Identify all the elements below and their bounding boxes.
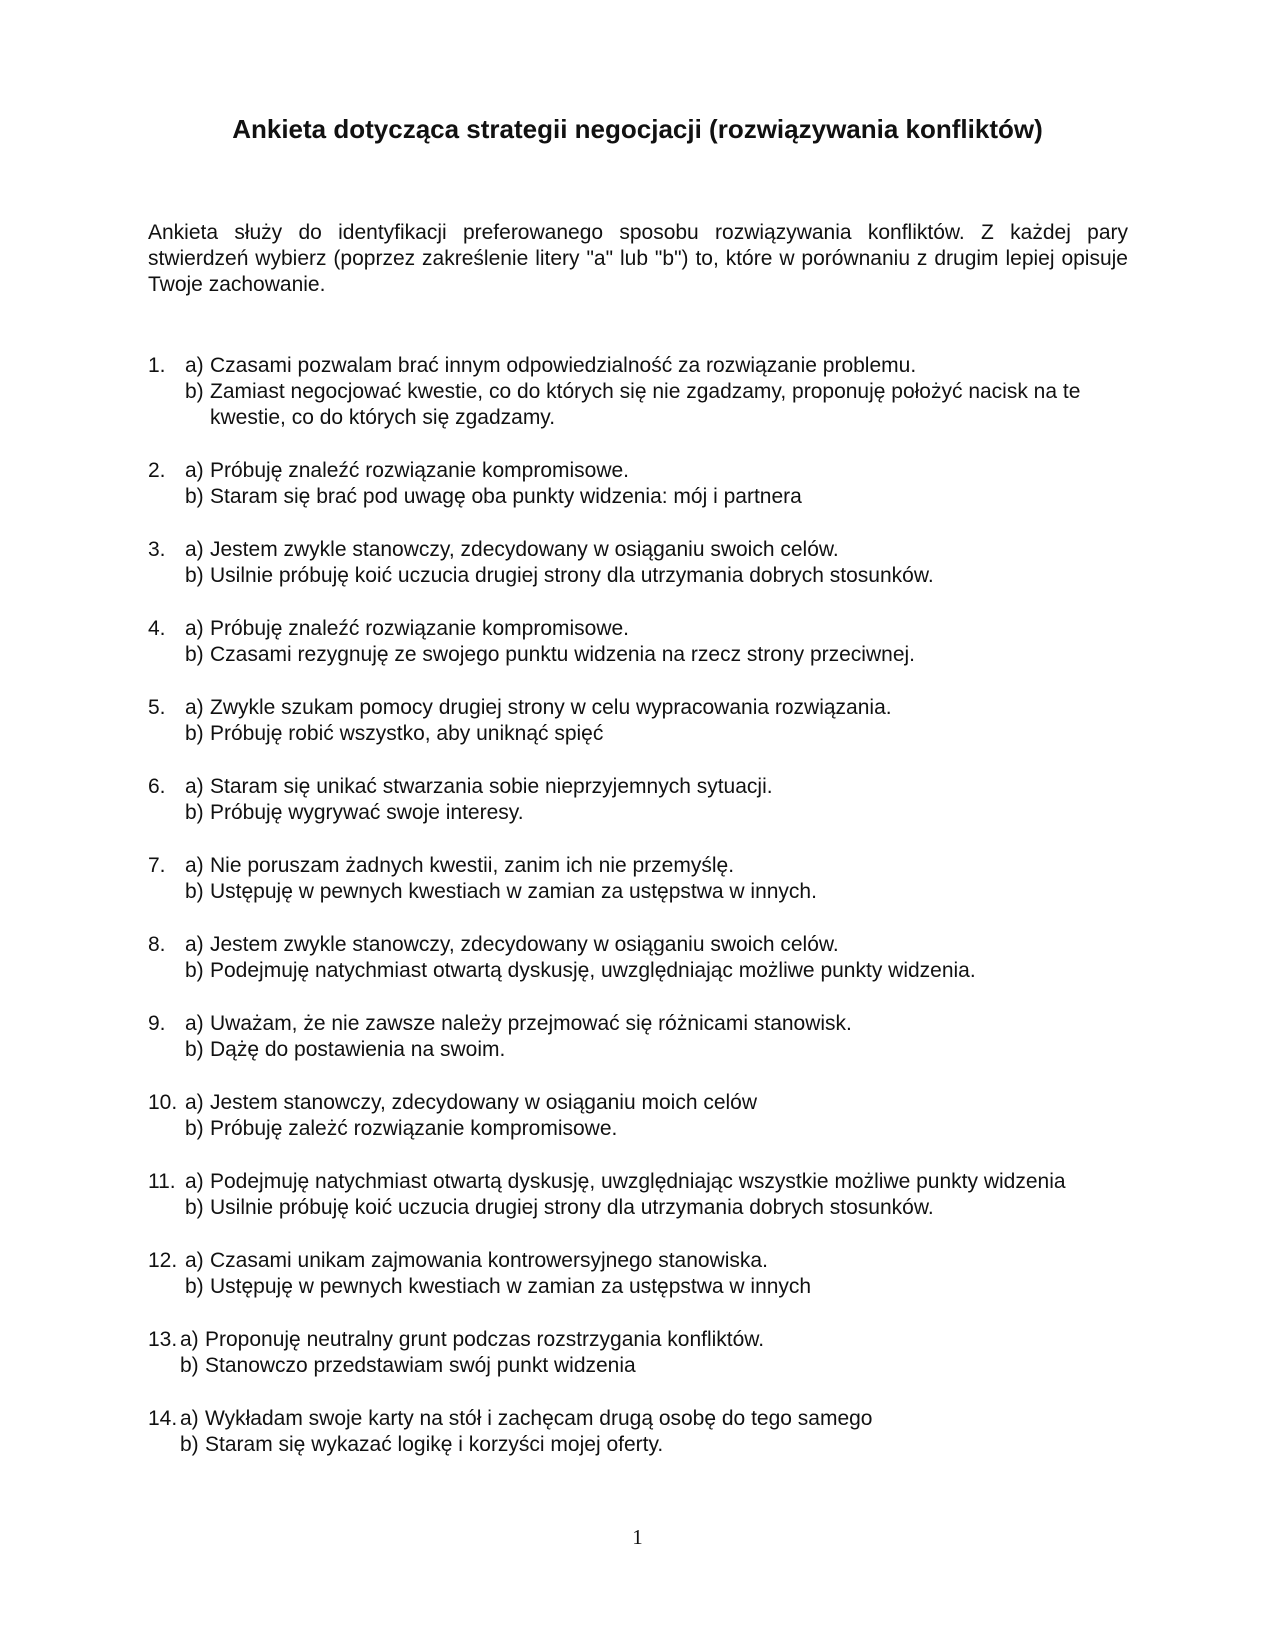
option-b-text: Ustępuję w pewnych kwestiach w zamian za ustępstwa w innych xyxy=(210,1275,812,1298)
option-a[interactable] xyxy=(185,1011,1128,1037)
option-b-text: Próbuję zależć rozwiązanie kompromisowe. xyxy=(210,1117,618,1140)
option-b-label: b) xyxy=(185,1275,204,1298)
option-a-text: Nie poruszam żadnych kwestii, zanim ich nie przemyślę. xyxy=(210,854,735,877)
option-a[interactable] xyxy=(185,774,1128,800)
option-b[interactable] xyxy=(185,1274,1128,1300)
option-b[interactable] xyxy=(185,563,1128,589)
option-a-label: a) xyxy=(185,775,204,798)
option-b[interactable] xyxy=(185,1116,1128,1142)
question-item xyxy=(148,616,1128,668)
option-a-label: a) xyxy=(185,459,204,482)
option-b-text: Podejmuję natychmiast otwartą dyskusję, uwzględniając możliwe punkty widzenia. xyxy=(210,959,976,982)
option-a[interactable] xyxy=(185,537,1128,563)
question-item xyxy=(148,1327,1128,1379)
option-a-text: Proponuję neutralny grunt podczas rozstrzygania konfliktów. xyxy=(205,1328,765,1351)
option-b-text: Ustępuję w pewnych kwestiach w zamian za ustępstwa w innych. xyxy=(210,880,817,903)
option-a-label: a) xyxy=(185,1012,204,1035)
option-b-label: b) xyxy=(185,380,204,403)
option-b-label: b) xyxy=(185,643,204,666)
option-b[interactable] xyxy=(185,958,1128,984)
option-b-label: b) xyxy=(185,1038,204,1061)
option-a[interactable] xyxy=(185,853,1128,879)
option-a[interactable] xyxy=(185,1169,1128,1195)
question-number: 12. xyxy=(148,1249,178,1272)
option-a-label: a) xyxy=(180,1407,199,1430)
option-a-label: a) xyxy=(185,538,204,561)
question-item xyxy=(148,774,1128,826)
option-b[interactable] xyxy=(180,1432,1128,1458)
question-item xyxy=(148,932,1128,984)
option-b-text: Próbuję robić wszystko, aby uniknąć spięć xyxy=(210,722,604,745)
option-a[interactable] xyxy=(180,1327,1128,1353)
option-a-text: Jestem zwykle stanowczy, zdecydowany w osiąganiu swoich celów. xyxy=(210,933,839,956)
option-b-text: Staram się wykazać logikę i korzyści mojej oferty. xyxy=(205,1433,664,1456)
option-b-text: Próbuję wygrywać swoje interesy. xyxy=(210,801,524,824)
question-number: 7. xyxy=(148,854,166,877)
option-a[interactable] xyxy=(185,695,1128,721)
question-item xyxy=(148,1011,1128,1063)
option-a-text: Podejmuję natychmiast otwartą dyskusję, uwzględniając wszystkie możliwe punkty widzenia xyxy=(210,1170,1066,1193)
option-a-text: Próbuję znaleźć rozwiązanie kompromisowe. xyxy=(210,459,630,482)
option-b-label: b) xyxy=(180,1354,199,1377)
option-a-label: a) xyxy=(185,617,204,640)
question-item xyxy=(148,1406,1128,1458)
option-a[interactable] xyxy=(185,616,1128,642)
option-a-label: a) xyxy=(185,1249,204,1272)
question-number: 5. xyxy=(148,696,166,719)
option-a-text: Staram się unikać stwarzania sobie nieprzyjemnych sytuacji. xyxy=(210,775,773,798)
question-number: 1. xyxy=(148,354,166,377)
option-b[interactable] xyxy=(185,484,1128,510)
option-b-text: Staram się brać pod uwagę oba punkty widzenia: mój i partnera xyxy=(210,485,802,508)
option-b-label: b) xyxy=(180,1433,199,1456)
option-b[interactable] xyxy=(185,642,1128,668)
option-b-label: b) xyxy=(185,722,204,745)
option-a[interactable] xyxy=(185,353,1128,379)
question-item xyxy=(148,853,1128,905)
question-list xyxy=(148,353,1128,1485)
option-a[interactable] xyxy=(185,932,1128,958)
option-a-text: Wykładam swoje karty na stół i zachęcam drugą osobę do tego samego xyxy=(205,1407,873,1430)
option-a-label: a) xyxy=(180,1328,199,1351)
question-number: 10. xyxy=(148,1091,178,1114)
option-b-label: b) xyxy=(185,801,204,824)
option-b-text: Dążę do postawienia na swoim. xyxy=(210,1038,506,1061)
instructions-paragraph: Ankieta służy do identyfikacji preferowanego sposobu rozwiązywania konfliktów. Z każdej pary stwierdzeń wybierz (poprzez zakreślenie litery "a" lub "b") to, które w porównaniu z drugim lepiej opisuje Twoje zachowanie. xyxy=(148,221,1128,296)
option-b[interactable] xyxy=(185,800,1128,826)
question-number: 13. xyxy=(148,1328,178,1351)
option-a-text: Uważam, że nie zawsze należy przejmować się różnicami stanowisk. xyxy=(210,1012,852,1035)
option-b[interactable] xyxy=(185,721,1128,747)
option-a[interactable] xyxy=(185,1090,1128,1116)
option-a[interactable] xyxy=(185,458,1128,484)
option-a-text: Jestem stanowczy, zdecydowany w osiąganiu moich celów xyxy=(210,1091,758,1114)
option-a-text: Próbuję znaleźć rozwiązanie kompromisowe. xyxy=(210,617,630,640)
option-a[interactable] xyxy=(185,1248,1128,1274)
option-b-label: b) xyxy=(185,880,204,903)
option-a-label: a) xyxy=(185,854,204,877)
question-item xyxy=(148,695,1128,747)
option-b-text: Usilnie próbuję koić uczucia drugiej strony dla utrzymania dobrych stosunków. xyxy=(210,1196,934,1219)
option-a-label: a) xyxy=(185,354,204,377)
question-number: 4. xyxy=(148,617,166,640)
question-item xyxy=(148,1248,1128,1300)
option-b-label: b) xyxy=(185,1196,204,1219)
question-number: 2. xyxy=(148,459,166,482)
question-item xyxy=(148,458,1128,510)
option-a-text: Czasami pozwalam brać innym odpowiedzialność za rozwiązanie problemu. xyxy=(210,354,917,377)
option-b[interactable] xyxy=(185,1195,1128,1221)
option-a-label: a) xyxy=(185,1091,204,1114)
option-a-text: Jestem zwykle stanowczy, zdecydowany w osiąganiu swoich celów. xyxy=(210,538,839,561)
option-b-text: Czasami rezygnuję ze swojego punktu widzenia na rzecz strony przeciwnej. xyxy=(210,643,915,666)
option-b-label: b) xyxy=(185,485,204,508)
question-number: 11. xyxy=(148,1170,176,1193)
option-a-label: a) xyxy=(185,933,204,956)
document-title: Ankieta dotycząca strategii negocjacji (rozwiązywania konfliktów) xyxy=(232,114,1043,144)
option-a-label: a) xyxy=(185,1170,204,1193)
question-number: 3. xyxy=(148,538,166,561)
option-b-text: Zamiast negocjować kwestie, co do których się nie zgadzamy, proponuję położyć nacisk na te kwestie, co do których się zgadzamy. xyxy=(210,380,1081,429)
question-item xyxy=(148,353,1128,431)
question-item xyxy=(148,537,1128,589)
option-a-label: a) xyxy=(185,696,204,719)
option-b[interactable] xyxy=(185,879,1128,905)
question-number: 14. xyxy=(148,1407,178,1430)
question-item xyxy=(148,1169,1128,1221)
option-b[interactable] xyxy=(185,379,1128,431)
option-b[interactable] xyxy=(180,1353,1128,1379)
question-number: 6. xyxy=(148,775,166,798)
option-a[interactable] xyxy=(180,1406,1128,1432)
option-b-label: b) xyxy=(185,564,204,587)
option-b-label: b) xyxy=(185,1117,204,1140)
question-number: 8. xyxy=(148,933,166,956)
option-b[interactable] xyxy=(185,1037,1128,1063)
page-number: 1 xyxy=(632,1525,643,1549)
option-b-text: Usilnie próbuję koić uczucia drugiej strony dla utrzymania dobrych stosunków. xyxy=(210,564,934,587)
option-a-text: Czasami unikam zajmowania kontrowersyjnego stanowiska. xyxy=(210,1249,768,1272)
question-item xyxy=(148,1090,1128,1142)
question-number: 9. xyxy=(148,1012,166,1035)
option-b-text: Stanowczo przedstawiam swój punkt widzenia xyxy=(205,1354,636,1377)
option-a-text: Zwykle szukam pomocy drugiej strony w celu wypracowania rozwiązania. xyxy=(210,696,892,719)
option-b-label: b) xyxy=(185,959,204,982)
